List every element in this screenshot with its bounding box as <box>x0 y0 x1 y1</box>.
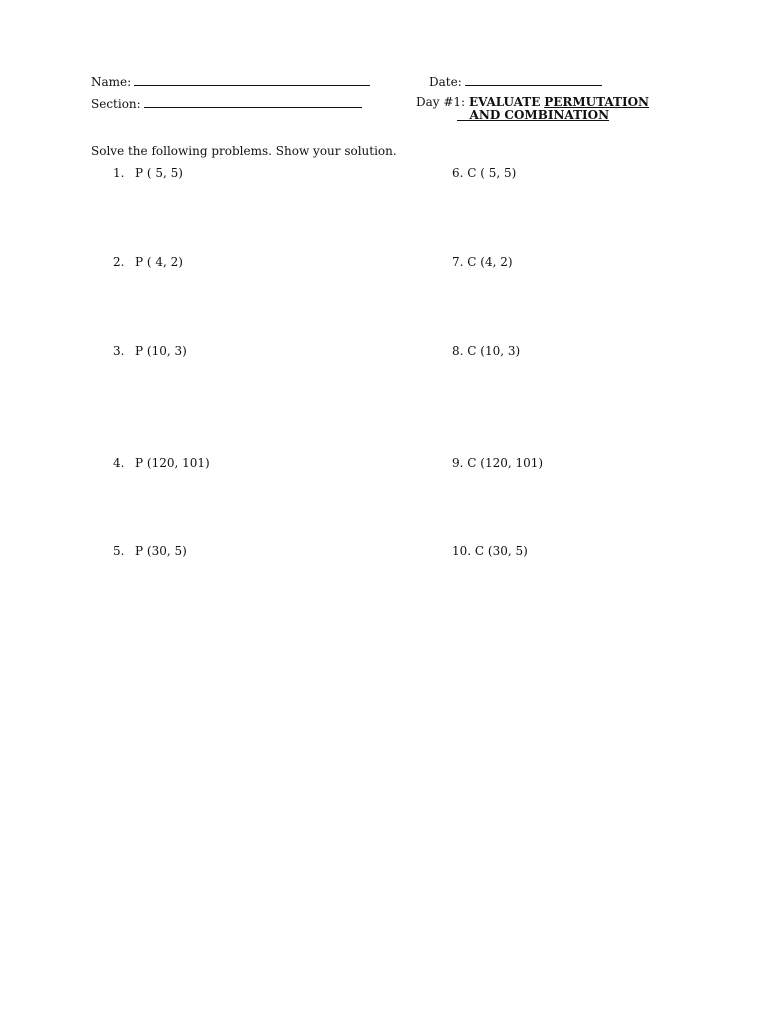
problem-item: 9. C (120, 101) <box>452 456 544 470</box>
problem-item: 6. C ( 5, 5) <box>452 166 517 180</box>
title-word: EVALUATE <box>468 95 541 109</box>
section-field <box>91 96 362 110</box>
problem-expr: P (30, 5) <box>135 544 187 558</box>
problem-expr: P ( 5, 5) <box>135 166 183 180</box>
problem-expr: P (10, 3) <box>135 344 187 358</box>
date-label: Date: <box>429 75 462 89</box>
problem-expr: C (4, 2) <box>467 255 513 269</box>
problem-item: 1. P ( 5, 5) <box>113 166 183 180</box>
problem-expr: P ( 4, 2) <box>135 255 183 269</box>
date-blank-line[interactable] <box>465 74 602 86</box>
problem-item: 5. P (30, 5) <box>113 544 187 558</box>
page-title <box>416 96 649 108</box>
section-blank-line[interactable] <box>144 96 362 108</box>
problem-expr: C (30, 5) <box>474 544 528 558</box>
instructions: Solve the following problems. Show your solution. <box>91 144 397 158</box>
problem-item: 10. C (30, 5) <box>452 544 528 558</box>
problem-expr: P (120, 101) <box>135 456 210 470</box>
title-line2: AND COMBINATION <box>469 108 610 122</box>
problem-item: 3. P (10, 3) <box>113 344 187 358</box>
date-field <box>429 74 602 88</box>
problem-item: 7. C (4, 2) <box>452 255 513 269</box>
name-label: Name: <box>91 75 132 89</box>
problem-expr: C ( 5, 5) <box>467 166 517 180</box>
name-field <box>91 74 370 88</box>
problem-expr: C (10, 3) <box>467 344 521 358</box>
section-label: Section: <box>91 97 141 111</box>
day-label: Day #1: <box>416 95 466 109</box>
problem-expr: C (120, 101) <box>467 456 544 470</box>
problem-item: 2. P ( 4, 2) <box>113 255 183 269</box>
problem-item: 8. C (10, 3) <box>452 344 521 358</box>
title-underlined: PERMUTATION <box>544 95 650 109</box>
name-blank-line[interactable] <box>134 74 370 86</box>
problem-item: 4. P (120, 101) <box>113 456 210 470</box>
